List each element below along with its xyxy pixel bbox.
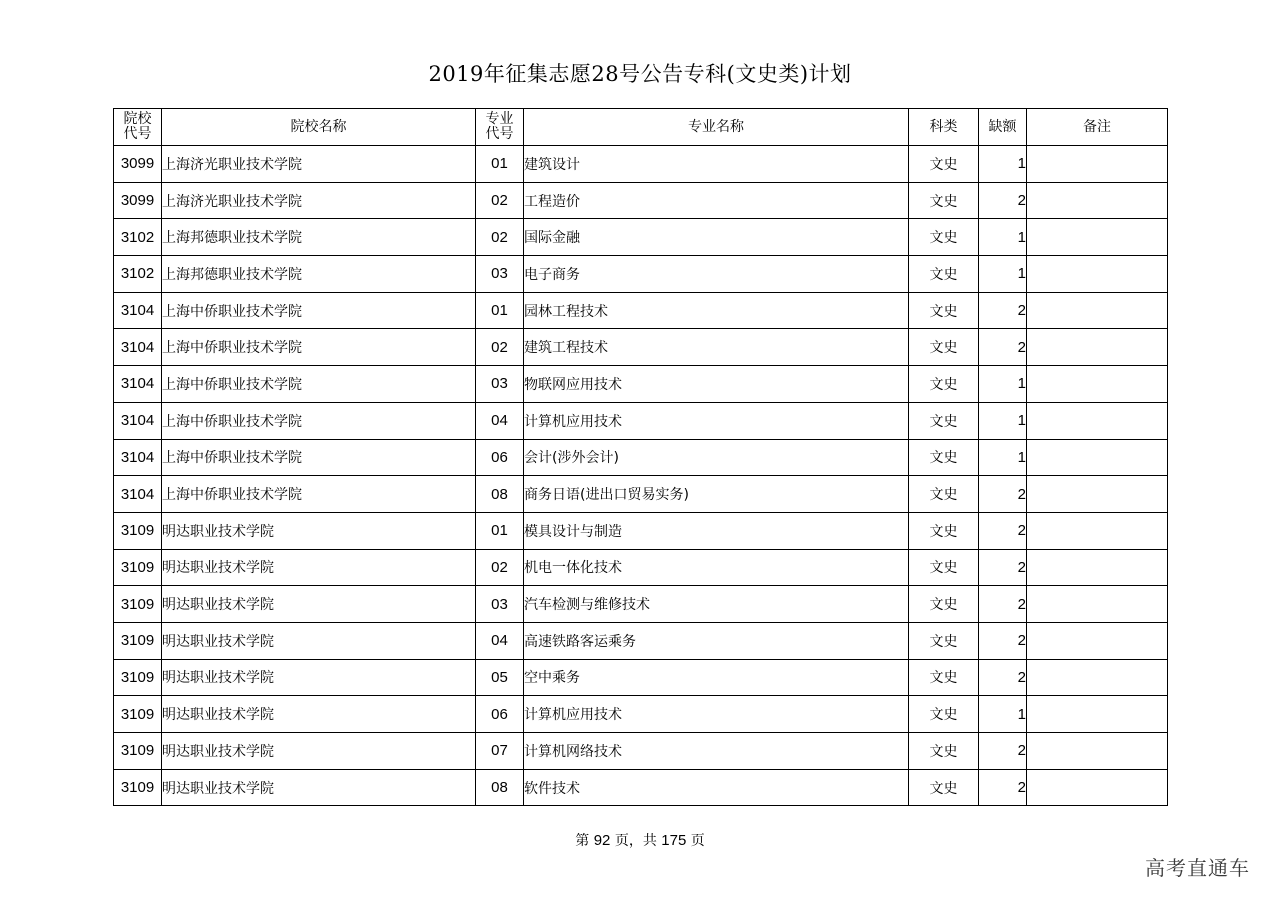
cell-school-code: 3104: [114, 476, 162, 513]
cell-major-code: 08: [476, 476, 524, 513]
cell-school-code: 3109: [114, 659, 162, 696]
cell-school-code: 3104: [114, 292, 162, 329]
cell-school-name: 上海中侨职业技术学院: [162, 329, 476, 366]
table-row: [114, 769, 1168, 806]
cell-vacancy: 2: [979, 476, 1027, 513]
cell-category: 文史: [909, 439, 979, 476]
cell-category: 文史: [909, 292, 979, 329]
cell-category: 文史: [909, 622, 979, 659]
cell-category: 文史: [909, 476, 979, 513]
header-school-code-line1: 院校: [123, 111, 152, 127]
cell-major-name: 计算机网络技术: [524, 733, 909, 770]
table-header-row: [114, 109, 1168, 146]
cell-major-name: 商务日语(进出口贸易实务): [524, 476, 909, 513]
cell-major-name: 模具设计与制造: [524, 512, 909, 549]
cell-major-code: 02: [476, 549, 524, 586]
cell-remark: [1027, 402, 1168, 439]
cell-remark: [1027, 146, 1168, 183]
cell-major-code: 04: [476, 622, 524, 659]
cell-school-code: 3109: [114, 696, 162, 733]
cell-major-name: 工程造价: [524, 182, 909, 219]
cell-vacancy: 1: [979, 366, 1027, 403]
cell-major-name: 计算机应用技术: [524, 402, 909, 439]
cell-school-name: 明达职业技术学院: [162, 659, 476, 696]
cell-vacancy: 1: [979, 256, 1027, 293]
cell-category: 文史: [909, 696, 979, 733]
cell-school-name: 上海济光职业技术学院: [162, 146, 476, 183]
cell-category: 文史: [909, 733, 979, 770]
cell-major-code: 08: [476, 769, 524, 806]
cell-school-code: 3109: [114, 512, 162, 549]
cell-vacancy: 2: [979, 329, 1027, 366]
cell-remark: [1027, 219, 1168, 256]
header-school-code: [114, 109, 162, 146]
cell-vacancy: 1: [979, 146, 1027, 183]
cell-remark: [1027, 256, 1168, 293]
cell-category: 文史: [909, 402, 979, 439]
cell-major-code: 03: [476, 256, 524, 293]
cell-major-code: 01: [476, 292, 524, 329]
table-row: [114, 439, 1168, 476]
cell-major-name: 会计(涉外会计): [524, 439, 909, 476]
cell-school-name: 上海中侨职业技术学院: [162, 402, 476, 439]
cell-school-code: 3099: [114, 146, 162, 183]
cell-school-name: 明达职业技术学院: [162, 769, 476, 806]
footer-total-pages: 175: [661, 832, 687, 849]
cell-school-code: 3102: [114, 219, 162, 256]
cell-school-name: 上海邦德职业技术学院: [162, 256, 476, 293]
cell-remark: [1027, 733, 1168, 770]
cell-vacancy: 2: [979, 512, 1027, 549]
cell-remark: [1027, 586, 1168, 623]
cell-category: 文史: [909, 219, 979, 256]
cell-school-name: 明达职业技术学院: [162, 733, 476, 770]
table-row: [114, 219, 1168, 256]
cell-major-name: 计算机应用技术: [524, 696, 909, 733]
cell-category: 文史: [909, 586, 979, 623]
admission-plan-table: [113, 108, 1168, 806]
cell-school-code: 3099: [114, 182, 162, 219]
cell-major-code: 06: [476, 696, 524, 733]
table-row: [114, 549, 1168, 586]
cell-school-name: 上海中侨职业技术学院: [162, 476, 476, 513]
cell-category: 文史: [909, 329, 979, 366]
cell-major-name: 国际金融: [524, 219, 909, 256]
footer-middle: 页，共: [610, 833, 662, 849]
header-category: 科类: [909, 109, 979, 146]
cell-vacancy: 2: [979, 659, 1027, 696]
cell-school-code: 3109: [114, 622, 162, 659]
cell-category: 文史: [909, 182, 979, 219]
cell-remark: [1027, 512, 1168, 549]
header-major-code-line1: 专业: [485, 111, 514, 127]
table-row: [114, 659, 1168, 696]
header-major-code-line2: 代号: [485, 126, 514, 142]
cell-major-name: 汽车检测与维修技术: [524, 586, 909, 623]
cell-vacancy: 2: [979, 733, 1027, 770]
cell-major-name: 建筑工程技术: [524, 329, 909, 366]
cell-major-name: 软件技术: [524, 769, 909, 806]
cell-vacancy: 2: [979, 182, 1027, 219]
cell-remark: [1027, 549, 1168, 586]
cell-remark: [1027, 439, 1168, 476]
table-row: [114, 512, 1168, 549]
table-row: [114, 402, 1168, 439]
cell-school-name: 明达职业技术学院: [162, 549, 476, 586]
header-vacancy: 缺额: [979, 109, 1027, 146]
cell-major-code: 01: [476, 146, 524, 183]
cell-major-code: 05: [476, 659, 524, 696]
cell-remark: [1027, 696, 1168, 733]
table-row: [114, 256, 1168, 293]
cell-vacancy: 1: [979, 219, 1027, 256]
cell-major-code: 02: [476, 219, 524, 256]
footer-page-number: 92: [593, 832, 611, 849]
cell-category: 文史: [909, 549, 979, 586]
cell-vacancy: 1: [979, 696, 1027, 733]
table-row: [114, 329, 1168, 366]
header-remark: 备注: [1027, 109, 1168, 146]
cell-remark: [1027, 659, 1168, 696]
cell-school-code: 3104: [114, 366, 162, 403]
header-major-name: 专业名称: [524, 109, 909, 146]
cell-major-code: 02: [476, 182, 524, 219]
header-school-code-line2: 代号: [123, 126, 152, 142]
cell-remark: [1027, 476, 1168, 513]
table-row: [114, 476, 1168, 513]
table-row: [114, 182, 1168, 219]
cell-vacancy: 1: [979, 439, 1027, 476]
cell-major-name: 园林工程技术: [524, 292, 909, 329]
page-footer: [0, 830, 1280, 850]
cell-major-code: 04: [476, 402, 524, 439]
cell-major-code: 07: [476, 733, 524, 770]
cell-school-code: 3109: [114, 549, 162, 586]
cell-category: 文史: [909, 366, 979, 403]
cell-major-code: 01: [476, 512, 524, 549]
cell-school-code: 3109: [114, 769, 162, 806]
table-row: [114, 146, 1168, 183]
cell-school-code: 3109: [114, 586, 162, 623]
cell-school-name: 上海邦德职业技术学院: [162, 219, 476, 256]
cell-major-name: 物联网应用技术: [524, 366, 909, 403]
document-title: 2019年征集志愿28号公告专科(文史类)计划: [428, 62, 852, 86]
table-row: [114, 366, 1168, 403]
table-row: [114, 292, 1168, 329]
header-major-code: [476, 109, 524, 146]
cell-school-name: 明达职业技术学院: [162, 586, 476, 623]
cell-major-code: 02: [476, 329, 524, 366]
cell-major-name: 电子商务: [524, 256, 909, 293]
cell-school-name: 明达职业技术学院: [162, 696, 476, 733]
cell-remark: [1027, 182, 1168, 219]
cell-remark: [1027, 329, 1168, 366]
cell-major-name: 建筑设计: [524, 146, 909, 183]
cell-major-name: 空中乘务: [524, 659, 909, 696]
cell-major-name: 高速铁路客运乘务: [524, 622, 909, 659]
table-row: [114, 586, 1168, 623]
cell-school-name: 明达职业技术学院: [162, 512, 476, 549]
cell-major-name: 机电一体化技术: [524, 549, 909, 586]
cell-category: 文史: [909, 512, 979, 549]
cell-school-name: 上海济光职业技术学院: [162, 182, 476, 219]
cell-major-code: 03: [476, 586, 524, 623]
cell-school-code: 3104: [114, 329, 162, 366]
cell-school-name: 明达职业技术学院: [162, 622, 476, 659]
cell-category: 文史: [909, 659, 979, 696]
header-school-name: 院校名称: [162, 109, 476, 146]
watermark-text: 高考直通车: [1145, 856, 1250, 880]
footer-suffix: 页: [686, 833, 705, 849]
cell-school-name: 上海中侨职业技术学院: [162, 439, 476, 476]
cell-remark: [1027, 622, 1168, 659]
cell-category: 文史: [909, 146, 979, 183]
table-body: [114, 146, 1168, 806]
table-row: [114, 733, 1168, 770]
cell-major-code: 03: [476, 366, 524, 403]
cell-school-name: 上海中侨职业技术学院: [162, 366, 476, 403]
table-row: [114, 622, 1168, 659]
footer-prefix: 第: [575, 833, 594, 849]
table-row: [114, 696, 1168, 733]
cell-vacancy: 2: [979, 622, 1027, 659]
cell-vacancy: 2: [979, 769, 1027, 806]
cell-remark: [1027, 292, 1168, 329]
cell-vacancy: 1: [979, 402, 1027, 439]
cell-vacancy: 2: [979, 549, 1027, 586]
cell-category: 文史: [909, 769, 979, 806]
cell-vacancy: 2: [979, 292, 1027, 329]
cell-major-code: 06: [476, 439, 524, 476]
cell-school-code: 3102: [114, 256, 162, 293]
cell-vacancy: 2: [979, 586, 1027, 623]
cell-school-code: 3104: [114, 402, 162, 439]
cell-school-code: 3104: [114, 439, 162, 476]
cell-category: 文史: [909, 256, 979, 293]
cell-school-name: 上海中侨职业技术学院: [162, 292, 476, 329]
cell-remark: [1027, 366, 1168, 403]
cell-remark: [1027, 769, 1168, 806]
cell-school-code: 3109: [114, 733, 162, 770]
